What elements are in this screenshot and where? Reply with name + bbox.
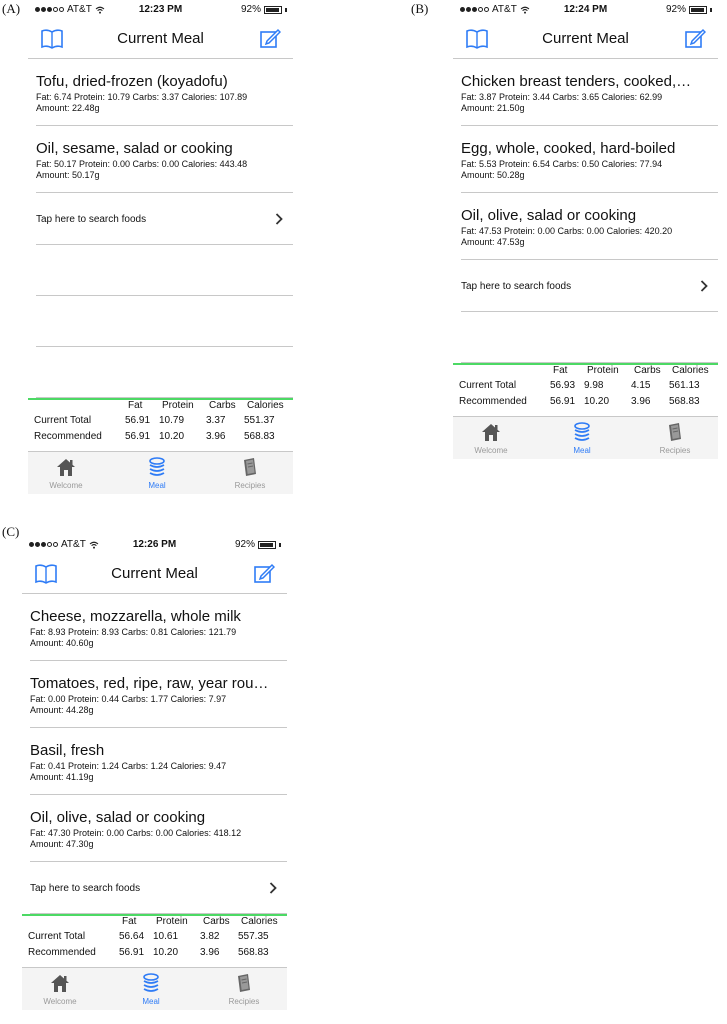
food-name: Tomatoes, red, ripe, raw, year rou… (30, 675, 269, 692)
food-amount: Amount: 44.28g (30, 705, 94, 715)
battery-percent: 92% (234, 539, 255, 550)
empty-list-row (36, 296, 293, 347)
food-macros: Fat: 47.53 Protein: 0.00 Carbs: 0.00 Calories: 420.20 (461, 226, 673, 236)
food-list-item[interactable] (36, 126, 293, 193)
food-name: Cheese, mozzarella, whole milk (30, 608, 241, 625)
search-foods-label: Tap here to search foods (461, 281, 572, 292)
page-title: Current Meal (117, 30, 204, 47)
recipe-book-icon (663, 421, 687, 443)
totals-value: 3.96 (206, 431, 226, 442)
phone-screen (453, 0, 718, 459)
empty-list-row (36, 347, 293, 398)
food-amount: Amount: 50.28g (461, 170, 525, 180)
carrier-label: AT&T (492, 4, 517, 15)
meal-stack-icon (570, 421, 594, 443)
totals-value: 56.91 (119, 947, 145, 958)
food-macros: Fat: 6.74 Protein: 10.79 Carbs: 3.37 Calories: 107.89 (36, 92, 248, 102)
totals-header-fat: Fat (128, 400, 143, 411)
totals-table (28, 398, 293, 451)
food-name: Chicken breast tenders, cooked,… (461, 73, 692, 90)
totals-value: 56.64 (119, 931, 145, 942)
food-name: Oil, olive, salad or cooking (461, 207, 637, 224)
meal-stack-icon (145, 456, 169, 478)
totals-header-fat: Fat (553, 365, 568, 376)
tab-label: Welcome (474, 446, 508, 455)
house-icon (48, 972, 72, 994)
battery-icon (689, 6, 707, 14)
search-foods-row[interactable] (461, 260, 718, 312)
battery-icon (258, 541, 276, 549)
empty-list-row (461, 312, 718, 363)
battery-percent: 92% (665, 4, 686, 15)
carrier-label: AT&T (67, 4, 92, 15)
totals-header-calories: Calories (247, 400, 284, 411)
totals-header-protein: Protein (162, 400, 194, 411)
page-title: Current Meal (111, 565, 198, 582)
totals-table (22, 914, 287, 967)
tab-welcome[interactable] (461, 421, 521, 455)
food-list-item[interactable] (30, 661, 287, 728)
tab-meal[interactable] (121, 972, 181, 1006)
totals-value: 568.83 (669, 396, 700, 407)
battery-icon (264, 6, 282, 14)
totals-header-protein: Protein (587, 365, 619, 376)
totals-value: 3.37 (206, 415, 226, 426)
tab-recipies[interactable] (645, 421, 705, 455)
totals-value: 10.20 (159, 431, 185, 442)
phone-screen (28, 0, 293, 494)
search-foods-label: Tap here to search foods (30, 883, 141, 894)
tab-label: Welcome (43, 997, 77, 1006)
search-foods-row[interactable] (36, 193, 293, 245)
status-time: 12:26 PM (132, 539, 177, 550)
status-right (235, 539, 281, 550)
food-macros: Fat: 0.00 Protein: 0.44 Carbs: 1.77 Calories: 7.97 (30, 694, 227, 704)
status-right (241, 4, 287, 15)
search-foods-label: Tap here to search foods (36, 214, 147, 225)
totals-value: 4.15 (631, 380, 651, 391)
tab-label: Recipies (234, 481, 266, 490)
tab-bar (28, 451, 293, 494)
totals-value: 551.37 (244, 415, 275, 426)
house-icon (479, 421, 503, 443)
food-name: Tofu, dried-frozen (koyadofu) (36, 73, 228, 90)
tab-recipies[interactable] (214, 972, 274, 1006)
food-name: Oil, sesame, salad or cooking (36, 140, 233, 157)
food-list-item[interactable] (461, 126, 718, 193)
food-macros: Fat: 5.53 Protein: 6.54 Carbs: 0.50 Calories: 77.94 (461, 159, 663, 169)
totals-table (453, 363, 718, 416)
totals-value: 56.91 (125, 415, 151, 426)
food-amount: Amount: 47.53g (461, 237, 525, 247)
tab-label: Recipies (228, 997, 260, 1006)
totals-value: 10.20 (153, 947, 179, 958)
phone-screen (22, 535, 287, 1010)
food-name: Basil, fresh (30, 742, 105, 759)
tab-label: Meal (148, 481, 166, 490)
status-bar (453, 0, 718, 20)
food-macros: Fat: 0.41 Protein: 1.24 Carbs: 1.24 Calories: 9.47 (30, 761, 227, 771)
food-macros: Fat: 3.87 Protein: 3.44 Carbs: 3.65 Calories: 62.99 (461, 92, 663, 102)
nav-bar (28, 20, 293, 59)
page-title: Current Meal (542, 30, 629, 47)
food-amount: Amount: 50.17g (36, 170, 100, 180)
totals-value: 3.96 (200, 947, 220, 958)
totals-row-label: Current Total (459, 380, 517, 391)
totals-value: 3.82 (200, 931, 220, 942)
status-time: 12:24 PM (563, 4, 608, 15)
totals-value: 3.96 (631, 396, 651, 407)
food-list-item[interactable] (461, 59, 718, 126)
nav-bar (453, 20, 718, 59)
battery-percent: 92% (240, 4, 261, 15)
recipe-book-icon (238, 456, 262, 478)
compose-icon[interactable] (259, 27, 281, 49)
totals-value: 568.83 (238, 947, 269, 958)
house-icon (54, 456, 78, 478)
food-list-item[interactable] (36, 59, 293, 126)
totals-row-label: Recommended (459, 396, 527, 407)
food-amount: Amount: 40.60g (30, 638, 94, 648)
panel-label: (B) (411, 1, 429, 16)
meal-stack-icon (139, 972, 163, 994)
tab-label: Welcome (49, 481, 83, 490)
totals-row-label: Recommended (34, 431, 102, 442)
tab-bar (22, 967, 287, 1010)
totals-value: 9.98 (584, 380, 604, 391)
recipe-book-icon (232, 972, 256, 994)
food-amount: Amount: 22.48g (36, 103, 100, 113)
totals-value: 568.83 (244, 431, 275, 442)
carrier-label: AT&T (61, 539, 86, 550)
empty-list-row (36, 245, 293, 296)
tab-meal[interactable] (552, 421, 612, 455)
tab-label: Recipies (659, 446, 691, 455)
food-list-item[interactable] (30, 728, 287, 795)
totals-header-carbs: Carbs (209, 400, 236, 411)
food-name: Oil, olive, salad or cooking (30, 809, 206, 826)
food-macros: Fat: 8.93 Protein: 8.93 Carbs: 0.81 Calories: 121.79 (30, 627, 237, 637)
totals-value: 56.91 (550, 396, 576, 407)
status-time: 12:23 PM (138, 4, 183, 15)
totals-header-calories: Calories (672, 365, 709, 376)
nav-bar (22, 555, 287, 594)
totals-value: 10.79 (159, 415, 185, 426)
chevron-right-icon (700, 279, 708, 291)
food-amount: Amount: 47.30g (30, 839, 94, 849)
compose-icon[interactable] (684, 27, 706, 49)
food-macros: Fat: 50.17 Protein: 0.00 Carbs: 0.00 Calories: 443.48 (36, 159, 248, 169)
food-macros: Fat: 47.30 Protein: 0.00 Carbs: 0.00 Calories: 418.12 (30, 828, 242, 838)
tab-meal[interactable] (127, 456, 187, 490)
totals-header-fat: Fat (122, 916, 137, 927)
totals-row-label: Current Total (34, 415, 92, 426)
compose-icon[interactable] (253, 562, 275, 584)
totals-value: 557.35 (238, 931, 269, 942)
totals-value: 10.61 (153, 931, 179, 942)
food-amount: Amount: 21.50g (461, 103, 525, 113)
totals-value: 56.91 (125, 431, 151, 442)
tab-welcome[interactable] (36, 456, 96, 490)
totals-header-protein: Protein (156, 916, 188, 927)
tab-welcome[interactable] (30, 972, 90, 1006)
chevron-right-icon (275, 212, 283, 224)
food-name: Egg, whole, cooked, hard-boiled (461, 140, 676, 157)
food-amount: Amount: 41.19g (30, 772, 94, 782)
status-right (666, 4, 712, 15)
panel-label: (C) (2, 524, 20, 539)
search-foods-row[interactable] (30, 862, 287, 914)
status-bar (22, 535, 287, 555)
totals-value: 10.20 (584, 396, 610, 407)
totals-value: 56.93 (550, 380, 576, 391)
status-bar (28, 0, 293, 20)
tab-label: Meal (573, 446, 591, 455)
totals-row-label: Current Total (28, 931, 86, 942)
totals-row-label: Recommended (28, 947, 96, 958)
tab-label: Meal (142, 997, 160, 1006)
food-list-item[interactable] (461, 193, 718, 260)
totals-header-calories: Calories (241, 916, 278, 927)
chevron-right-icon (269, 881, 277, 893)
totals-header-carbs: Carbs (634, 365, 661, 376)
panel-label: (A) (2, 1, 21, 16)
totals-value: 561.13 (669, 380, 700, 391)
food-list-item[interactable] (30, 594, 287, 661)
tab-recipies[interactable] (220, 456, 280, 490)
food-list-item[interactable] (30, 795, 287, 862)
tab-bar (453, 416, 718, 459)
totals-header-carbs: Carbs (203, 916, 230, 927)
